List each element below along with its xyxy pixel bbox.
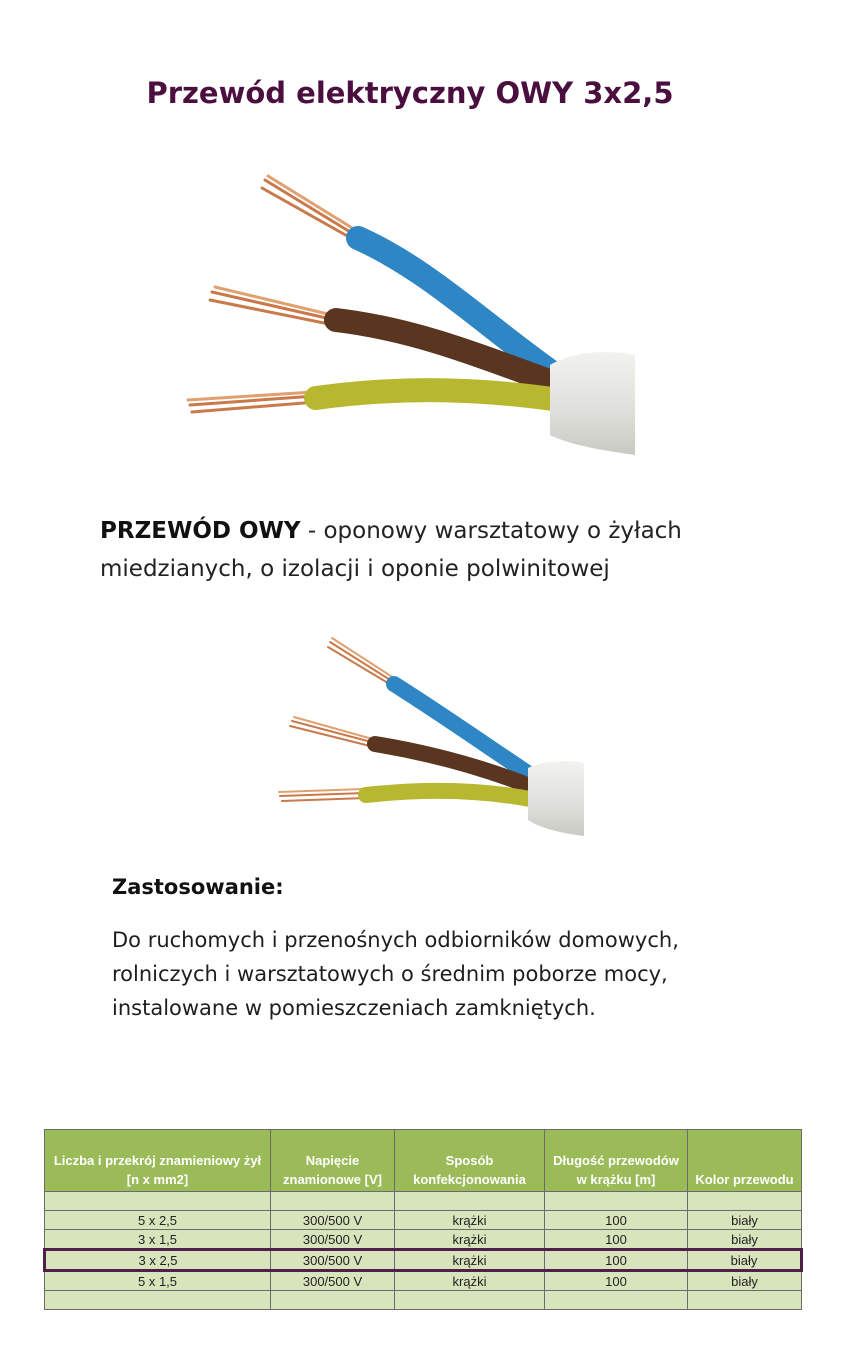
table-cell <box>395 1192 545 1211</box>
table-cell: krążki <box>395 1250 545 1271</box>
cable-photo-small <box>270 628 590 843</box>
table-cell: biały <box>688 1250 802 1271</box>
cable-photo-large <box>130 150 750 480</box>
header-voltage: Napięcie znamionowe [V] <box>271 1130 395 1192</box>
header-color: Kolor przewodu <box>688 1130 802 1192</box>
cable-sheath <box>550 352 635 455</box>
table-cell: 300/500 V <box>271 1211 395 1230</box>
table-cell: 3 x 1,5 <box>45 1230 271 1250</box>
table-header-row <box>45 1130 802 1192</box>
table-cell: 3 x 2,5 <box>45 1250 271 1271</box>
table-cell <box>545 1192 688 1211</box>
table-cell <box>395 1291 545 1310</box>
copper-strands <box>188 176 362 412</box>
table-cell: 100 <box>545 1250 688 1271</box>
table-cell: 100 <box>545 1230 688 1250</box>
table-cell <box>45 1192 271 1211</box>
table-cell <box>271 1192 395 1211</box>
table-cell: 5 x 2,5 <box>45 1211 271 1230</box>
table-row-empty <box>45 1192 802 1211</box>
table-row-empty <box>45 1291 802 1310</box>
table-cell: 100 <box>545 1211 688 1230</box>
table-cell: biały <box>688 1230 802 1250</box>
table-cell: krążki <box>395 1211 545 1230</box>
table-cell: 300/500 V <box>271 1230 395 1250</box>
table-cell: 100 <box>545 1271 688 1291</box>
table-cell <box>271 1291 395 1310</box>
intro-bold: PRZEWÓD OWY <box>100 518 301 544</box>
table-cell: krążki <box>395 1271 545 1291</box>
table-cell <box>688 1291 802 1310</box>
intro-text: - oponowy warsztatowy o żyłach miedzianych, o izolacji i oponie polwinitowej <box>100 518 682 582</box>
spec-table-container <box>43 1129 800 1310</box>
table-row <box>45 1230 802 1250</box>
header-packaging: Sposób konfekcjonowania <box>395 1130 545 1192</box>
usage-heading: Zastosowanie: <box>112 875 284 899</box>
table-row <box>45 1211 802 1230</box>
table-cell <box>45 1291 271 1310</box>
yellow-green-wire <box>316 390 560 400</box>
table-row-highlighted <box>45 1250 802 1271</box>
header-cross-section: Liczba i przekrój znamieniowy żył [n x mm2] <box>45 1130 271 1192</box>
table-cell <box>545 1291 688 1310</box>
table-cell: 300/500 V <box>271 1250 395 1271</box>
table-cell: krążki <box>395 1230 545 1250</box>
intro-paragraph <box>100 512 790 588</box>
table-row <box>45 1271 802 1291</box>
table-cell: 5 x 1,5 <box>45 1271 271 1291</box>
table-cell <box>688 1192 802 1211</box>
header-length: Długość przewodów w krążku [m] <box>545 1130 688 1192</box>
table-cell: biały <box>688 1271 802 1291</box>
spec-table <box>43 1129 803 1310</box>
table-cell: biały <box>688 1211 802 1230</box>
usage-text: Do ruchomych i przenośnych odbiorników domowych, rolniczych i warsztatowych o średnim poborze mocy, instalowane w pomieszczeniach zamkniętych. <box>112 928 679 1020</box>
page-title: Przewód elektryczny OWY 3x2,5 <box>146 76 674 110</box>
table-cell: 300/500 V <box>271 1271 395 1291</box>
